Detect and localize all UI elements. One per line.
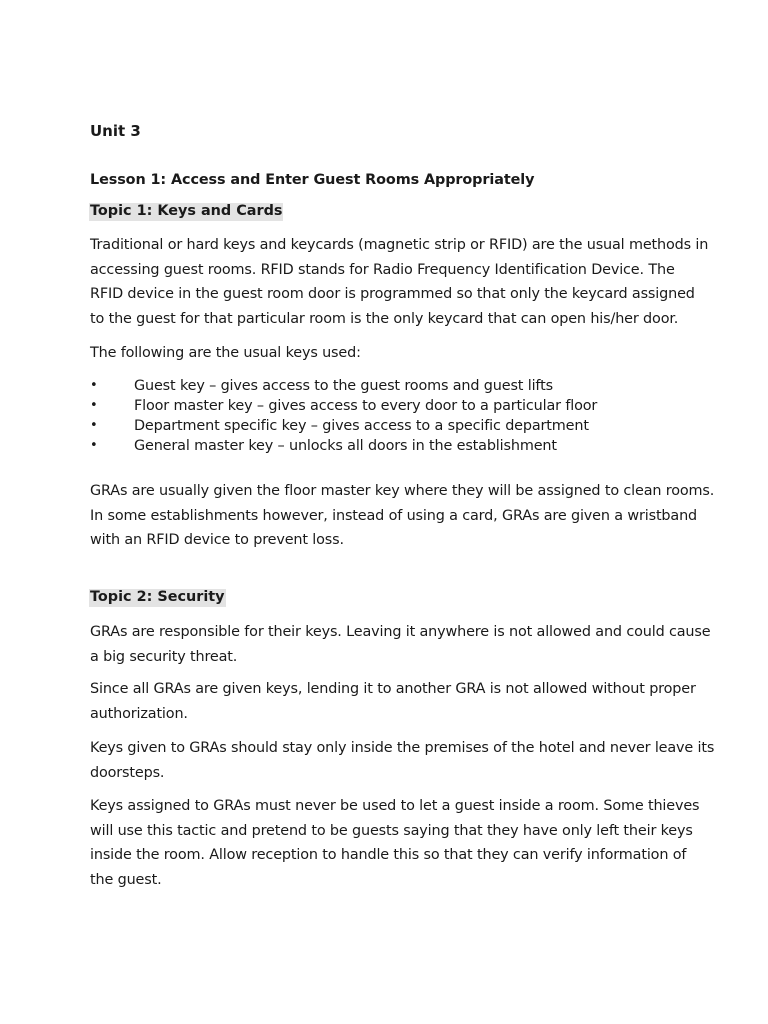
bullet-icon: • [90, 438, 98, 453]
text-line: RFID device in the guest room door is programmed so that only the keycard assigned [90, 286, 695, 302]
text-line: GRAs are usually given the floor master key where they will be assigned to clean rooms. [90, 483, 715, 499]
bullet-icon: • [90, 418, 98, 433]
list-item-text: General master key – unlocks all doors in the establishment [134, 438, 557, 454]
text-line: will use this tactic and pretend to be guests saying that they have only left their keys [90, 822, 693, 839]
list-item-text: Guest key – gives access to the guest rooms and guest lifts [134, 378, 553, 394]
text-line: with an RFID device to prevent loss. [90, 532, 344, 548]
topic2-paragraph-1 [90, 620, 710, 669]
topic2-paragraph-3 [90, 736, 714, 785]
topic2-heading: Topic 2: Security [90, 589, 225, 605]
text-line: GRAs are responsible for their keys. Leaving it anywhere is not allowed and could cause [90, 624, 711, 640]
lesson-title: Lesson 1: Access and Enter Guest Rooms Appropriately [90, 172, 535, 188]
topic1-paragraph-3 [90, 479, 714, 553]
text-line: Keys assigned to GRAs must never be used to let a guest inside a room. Some thieves [90, 798, 700, 814]
bullet-icon: • [90, 378, 98, 393]
text-line: The following are the usual keys used: [90, 345, 361, 361]
topic2-heading-wrap [90, 586, 226, 607]
topic1-paragraph-2 [90, 341, 361, 366]
text-line: to the guest for that particular room is the only keycard that can open his/her door. [90, 310, 679, 327]
topic1-heading: Topic 1: Keys and Cards [90, 203, 283, 219]
text-line: Traditional or hard keys and keycards (magnetic strip or RFID) are the usual methods in [90, 237, 709, 253]
text-line: Keys given to GRAs should stay only inside the premises of the hotel and never leave its [90, 740, 715, 756]
text-line: the guest. [90, 871, 162, 888]
topic1-heading-wrap [90, 200, 283, 221]
list-item-text: Department specific key – gives access to a specific department [134, 418, 589, 434]
unit-title: Unit 3 [90, 122, 141, 140]
text-line: inside the room. Allow reception to handle this so that they can verify information of [90, 847, 687, 863]
list-item-text: Floor master key – gives access to every door to a particular floor [134, 398, 598, 414]
text-line: accessing guest rooms. RFID stands for Radio Frequency Identification Device. The [90, 261, 675, 278]
topic1-paragraph-1 [90, 233, 708, 331]
bullet-icon: • [90, 398, 98, 413]
text-line: doorsteps. [90, 764, 165, 781]
topic2-paragraph-4 [90, 794, 699, 892]
text-line: Since all GRAs are given keys, lending it to another GRA is not allowed without proper [90, 681, 696, 697]
text-line: a big security threat. [90, 648, 238, 665]
text-line: In some establishments however, instead of using a card, GRAs are given a wristband [90, 507, 698, 524]
topic2-paragraph-2 [90, 677, 696, 726]
text-line: authorization. [90, 705, 188, 722]
